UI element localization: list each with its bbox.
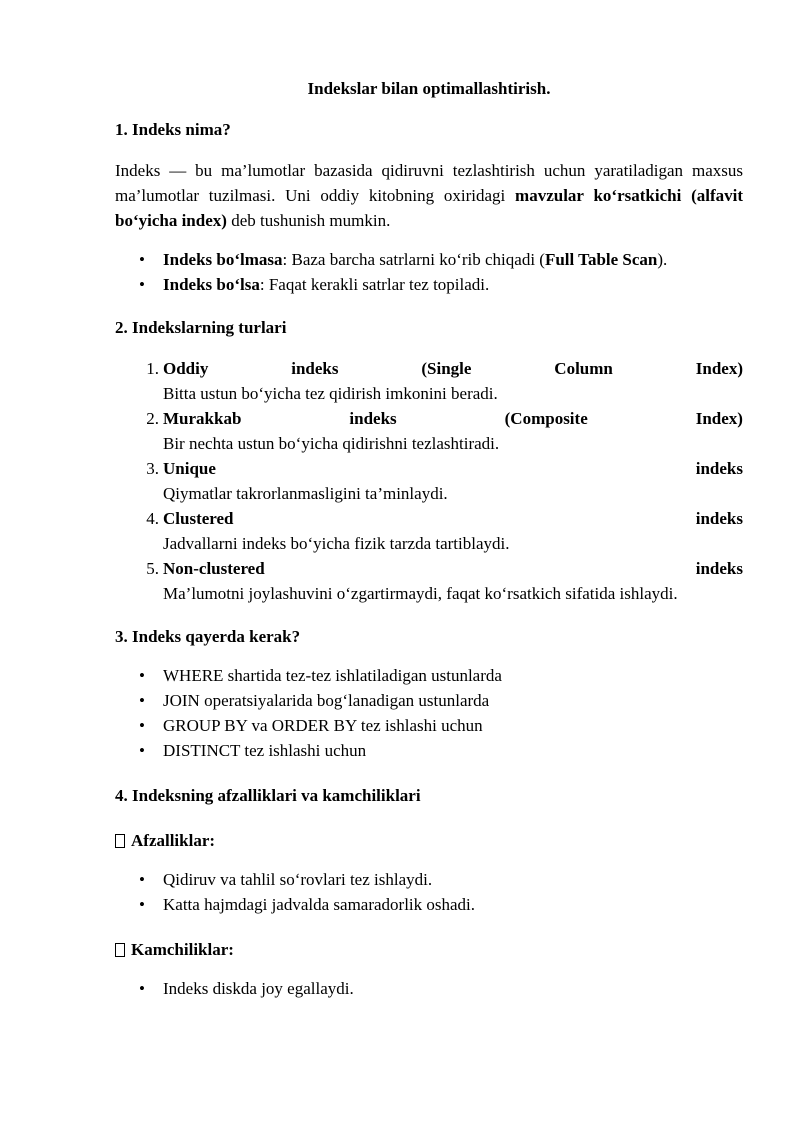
- type-title-word: Index): [695, 359, 743, 378]
- list-item: [115, 247, 743, 272]
- list-number: 3.: [146, 459, 159, 478]
- type-title-word: indeks: [349, 409, 397, 428]
- pros-list: [115, 867, 743, 917]
- type-title: [163, 406, 743, 431]
- type-description: Ma’lumotni joylashuvini o‘zgartirmaydi, faqat ko‘rsatkich sifatida ishlaydi.: [163, 584, 678, 603]
- list-item: [115, 456, 743, 506]
- document-title: Indekslar bilan optimallashtirish.: [307, 79, 551, 98]
- type-title-word: Index): [695, 409, 743, 428]
- list-item: • GROUP BY va ORDER BY tez ishlashi uchun: [115, 713, 743, 738]
- section-1-bullets: [115, 247, 743, 297]
- type-description: Bitta ustun bo‘yicha tez qidirish imkonini beradi.: [163, 384, 498, 403]
- list-item: • Katta hajmdagi jadvalda samaradorlik oshadi.: [115, 892, 743, 917]
- cons-heading-label: Kamchiliklar:: [131, 940, 234, 959]
- paragraph-text: Indeks — bu ma’lumotlar bazasida qidiruvni tezlashtirish uchun yaratiladigan maxsus ma’lumotlar tuzilmasi. Uni oddiy kitobning oxiridagi: [115, 161, 743, 205]
- section-1-paragraph: [115, 158, 743, 233]
- list-number: 5.: [146, 559, 159, 578]
- list-number: 1.: [146, 359, 159, 378]
- type-title-word: Murakkab: [163, 409, 242, 428]
- type-title-word: (Single: [421, 359, 472, 378]
- type-title-word: indeks: [695, 559, 743, 578]
- bullet-bold: Indeks bo‘lmasa: [163, 250, 283, 269]
- section-4-heading: 4. Indeksning afzalliklari va kamchiliklari: [115, 786, 421, 805]
- list-item: [115, 406, 743, 456]
- type-title: [163, 556, 743, 581]
- list-item: [115, 506, 743, 556]
- pros-heading: [115, 828, 743, 853]
- list-item: • Indeks diskda joy egallaydi.: [115, 976, 743, 1001]
- type-title-word: Clustered: [163, 509, 234, 528]
- section-3-heading: 3. Indeks qayerda kerak?: [115, 627, 301, 646]
- list-item: • Qidiruv va tahlil so‘rovlari tez ishlaydi.: [115, 867, 743, 892]
- type-title-word: (Composite: [504, 409, 588, 428]
- type-title-word: indeks: [695, 509, 743, 528]
- type-title-word: Unique: [163, 459, 216, 478]
- list-item: • WHERE shartida tez-tez ishlatiladigan ustunlarda: [115, 663, 743, 688]
- bullet-text: : Baza barcha satrlarni ko‘rib chiqadi (: [282, 250, 545, 269]
- paragraph-text-end: deb tushunish mumkin.: [226, 211, 391, 230]
- pros-heading-label: Afzalliklar:: [131, 831, 216, 850]
- list-item: • JOIN operatsiyalarida bog‘lanadigan ustunlarda: [115, 688, 743, 713]
- section-1-heading: 1. Indeks nima?: [115, 120, 231, 139]
- list-number: 4.: [146, 509, 159, 528]
- type-description: Bir nechta ustun bo‘yicha qidirishni tezlashtiradi.: [163, 434, 500, 453]
- bullet-text: : Faqat kerakli satrlar tez topiladi.: [259, 275, 490, 294]
- missing-glyph-icon: [115, 943, 125, 957]
- type-title: [163, 356, 743, 381]
- list-item: [115, 556, 743, 606]
- cons-list: [115, 976, 743, 1001]
- type-description: Jadvallarni indeks bo‘yicha fizik tarzda tartiblaydi.: [163, 534, 510, 553]
- list-number: 2.: [146, 409, 159, 428]
- bullet-text: ).: [657, 250, 668, 269]
- bullet-bold: Full Table Scan: [544, 250, 658, 269]
- type-title: [163, 506, 743, 531]
- missing-glyph-icon: [115, 834, 125, 848]
- type-title-word: Column: [554, 359, 613, 378]
- section-3-bullets: [115, 663, 743, 763]
- section-2-heading: 2. Indekslarning turlari: [115, 318, 287, 337]
- bullet-bold: Indeks bo‘lsa: [163, 275, 260, 294]
- paragraph-bold-text: mavzular ko‘rsatkichi (alfavit bo‘yicha index): [115, 186, 743, 230]
- list-item: [115, 356, 743, 406]
- type-description: Qiymatlar takrorlanmasligini ta’minlaydi.: [163, 484, 448, 503]
- type-title-word: indeks: [695, 459, 743, 478]
- list-item: [115, 272, 743, 297]
- type-title-word: Non-clustered: [163, 559, 265, 578]
- section-2-list: [115, 356, 743, 606]
- type-title-word: indeks: [291, 359, 339, 378]
- list-item: • DISTINCT tez ishlashi uchun: [115, 738, 743, 763]
- cons-heading: [115, 937, 743, 962]
- type-title-word: Oddiy: [163, 359, 209, 378]
- type-title: [163, 456, 743, 481]
